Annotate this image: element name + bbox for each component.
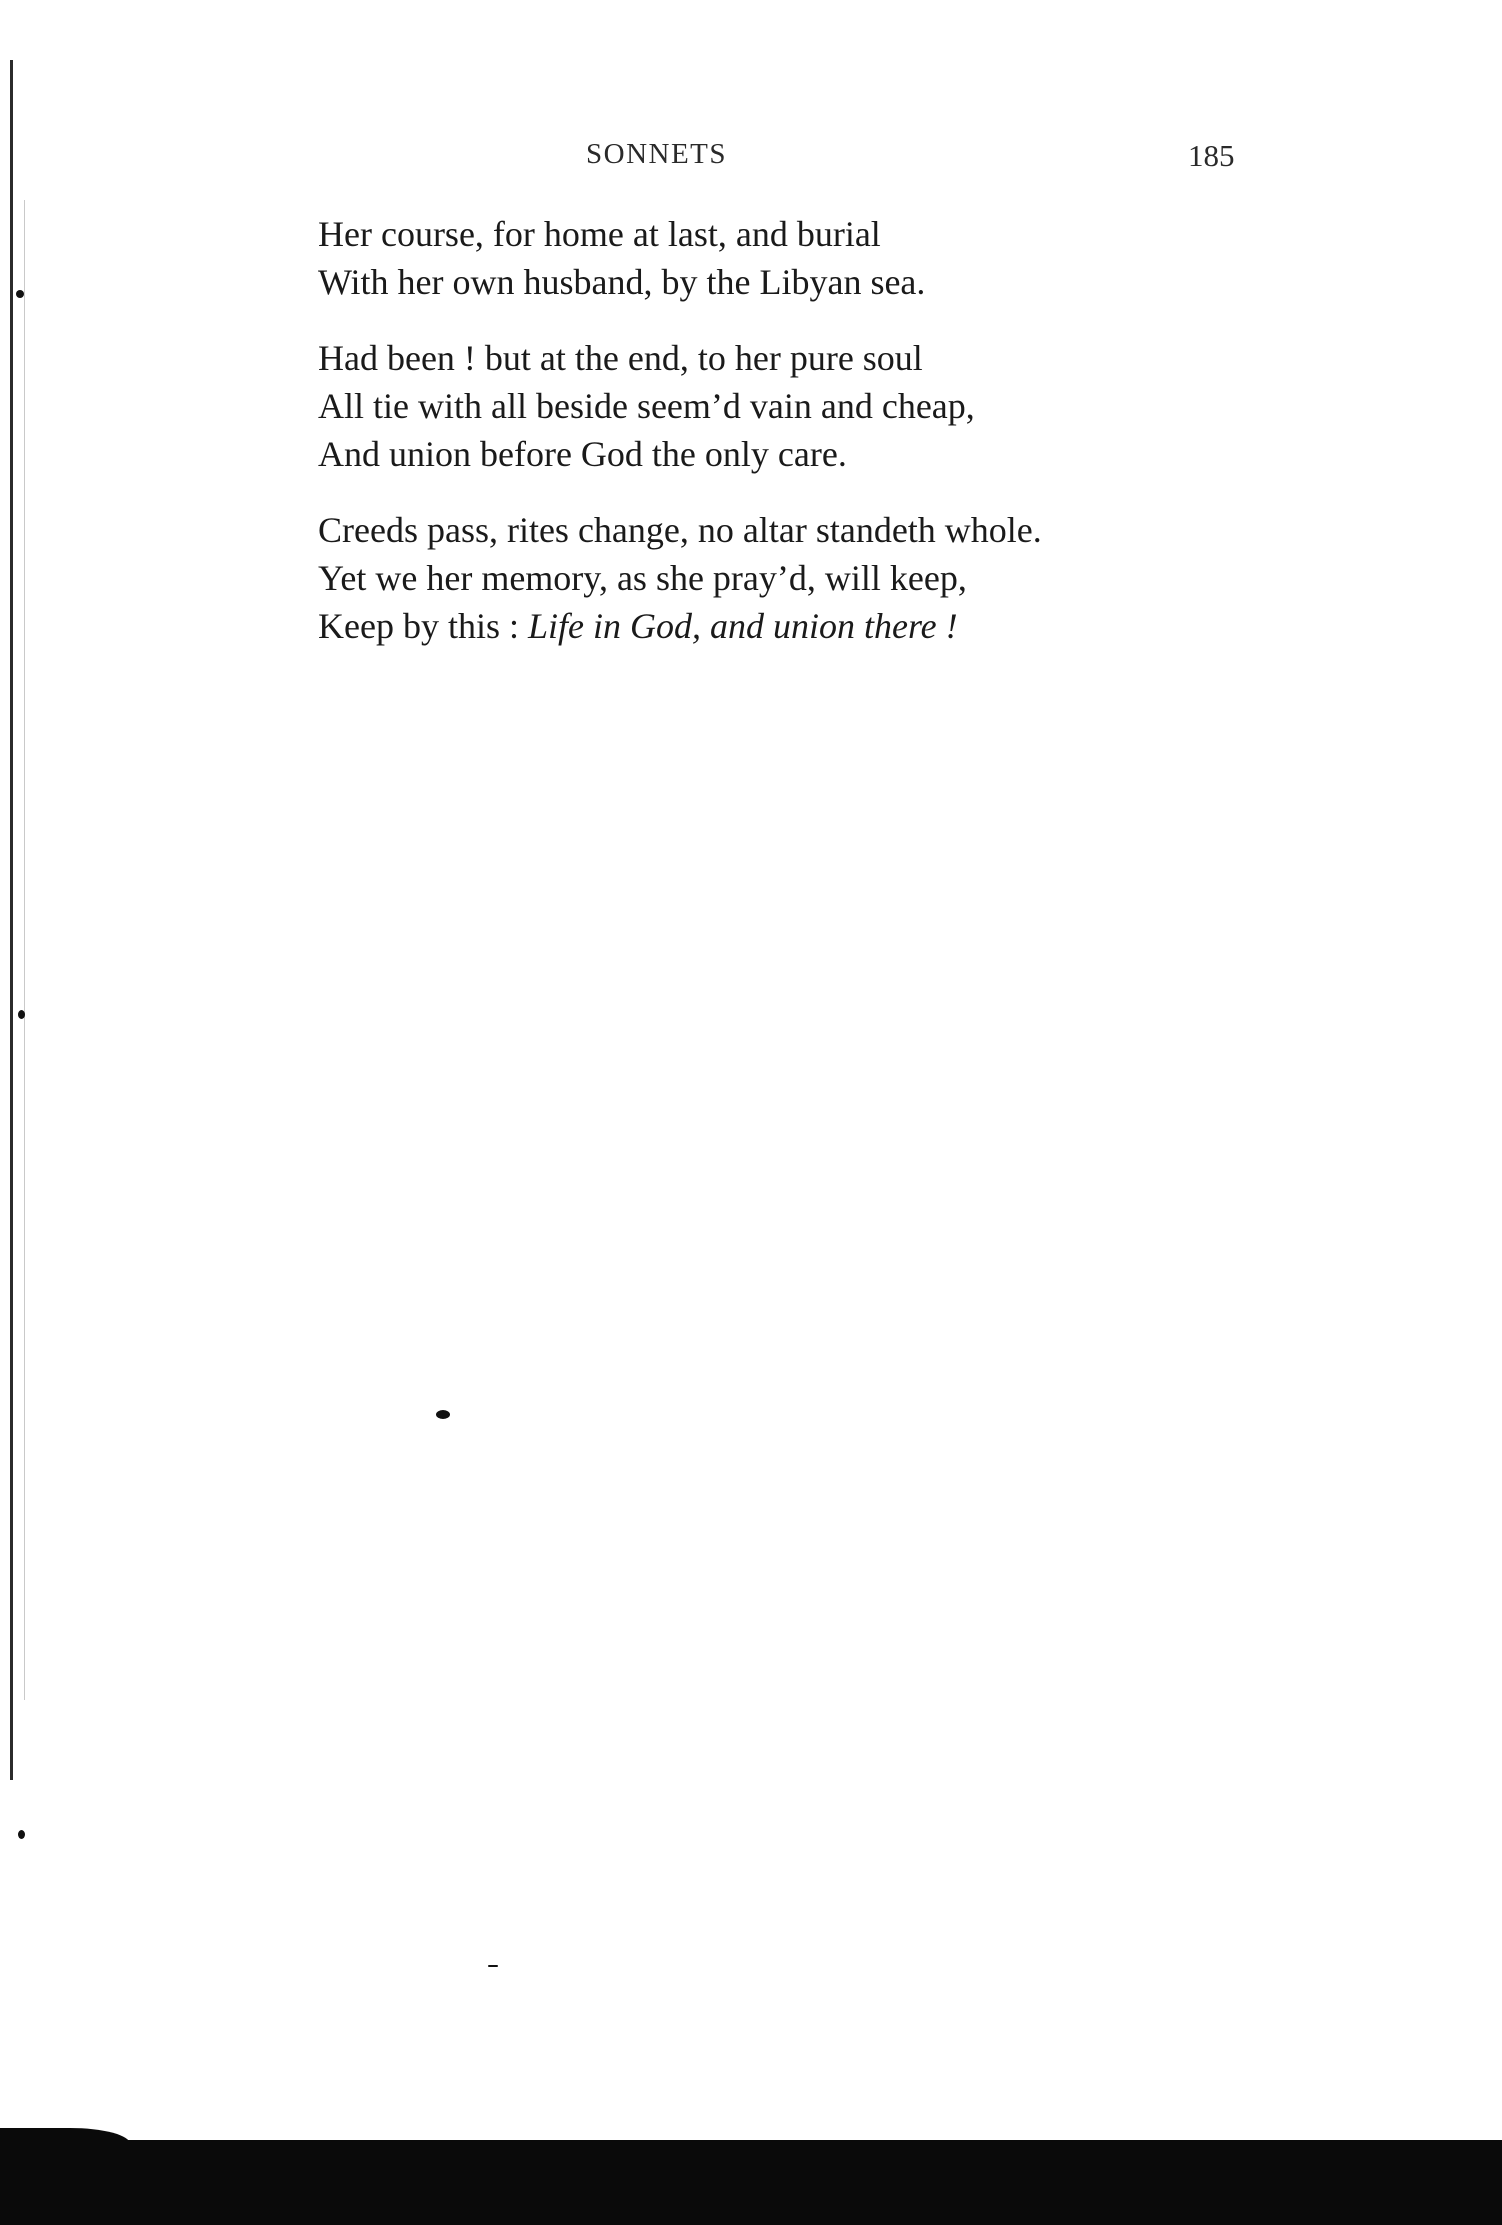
poem-line: Had been ! but at the end, to her pure soul xyxy=(318,338,923,378)
scan-speck xyxy=(18,1010,25,1019)
scan-speck xyxy=(436,1410,450,1419)
poem-line-final xyxy=(318,602,1318,650)
poem-text xyxy=(318,210,1318,678)
page-number: 185 xyxy=(1188,138,1235,173)
poem-line: Her course, for home at last, and burial xyxy=(318,214,881,254)
stanza-1 xyxy=(318,210,1318,306)
scan-speck xyxy=(488,1965,498,1967)
scan-binding-shadow xyxy=(24,200,25,1700)
poem-line: With her own husband, by the Libyan sea. xyxy=(318,262,926,302)
poem-line: All tie with all beside seem’d vain and cheap, xyxy=(318,386,975,426)
scan-speck xyxy=(18,1830,25,1839)
scan-bottom-shadow xyxy=(0,2140,1502,2225)
poem-line: Creeds pass, rites change, no altar standeth whole. xyxy=(318,510,1042,550)
running-title: SONNETS xyxy=(586,138,728,170)
stanza-3 xyxy=(318,506,1318,650)
final-line-italic: Life in God, and union there ! xyxy=(527,606,958,646)
page-header xyxy=(0,138,1502,178)
scan-speck xyxy=(16,290,24,298)
poem-line: And union before God the only care. xyxy=(318,434,847,474)
poem-line: Yet we her memory, as she pray’d, will keep, xyxy=(318,558,967,598)
final-line-prefix: Keep by this : xyxy=(318,606,528,646)
stanza-2 xyxy=(318,334,1318,478)
scan-binding-edge xyxy=(10,60,13,1780)
